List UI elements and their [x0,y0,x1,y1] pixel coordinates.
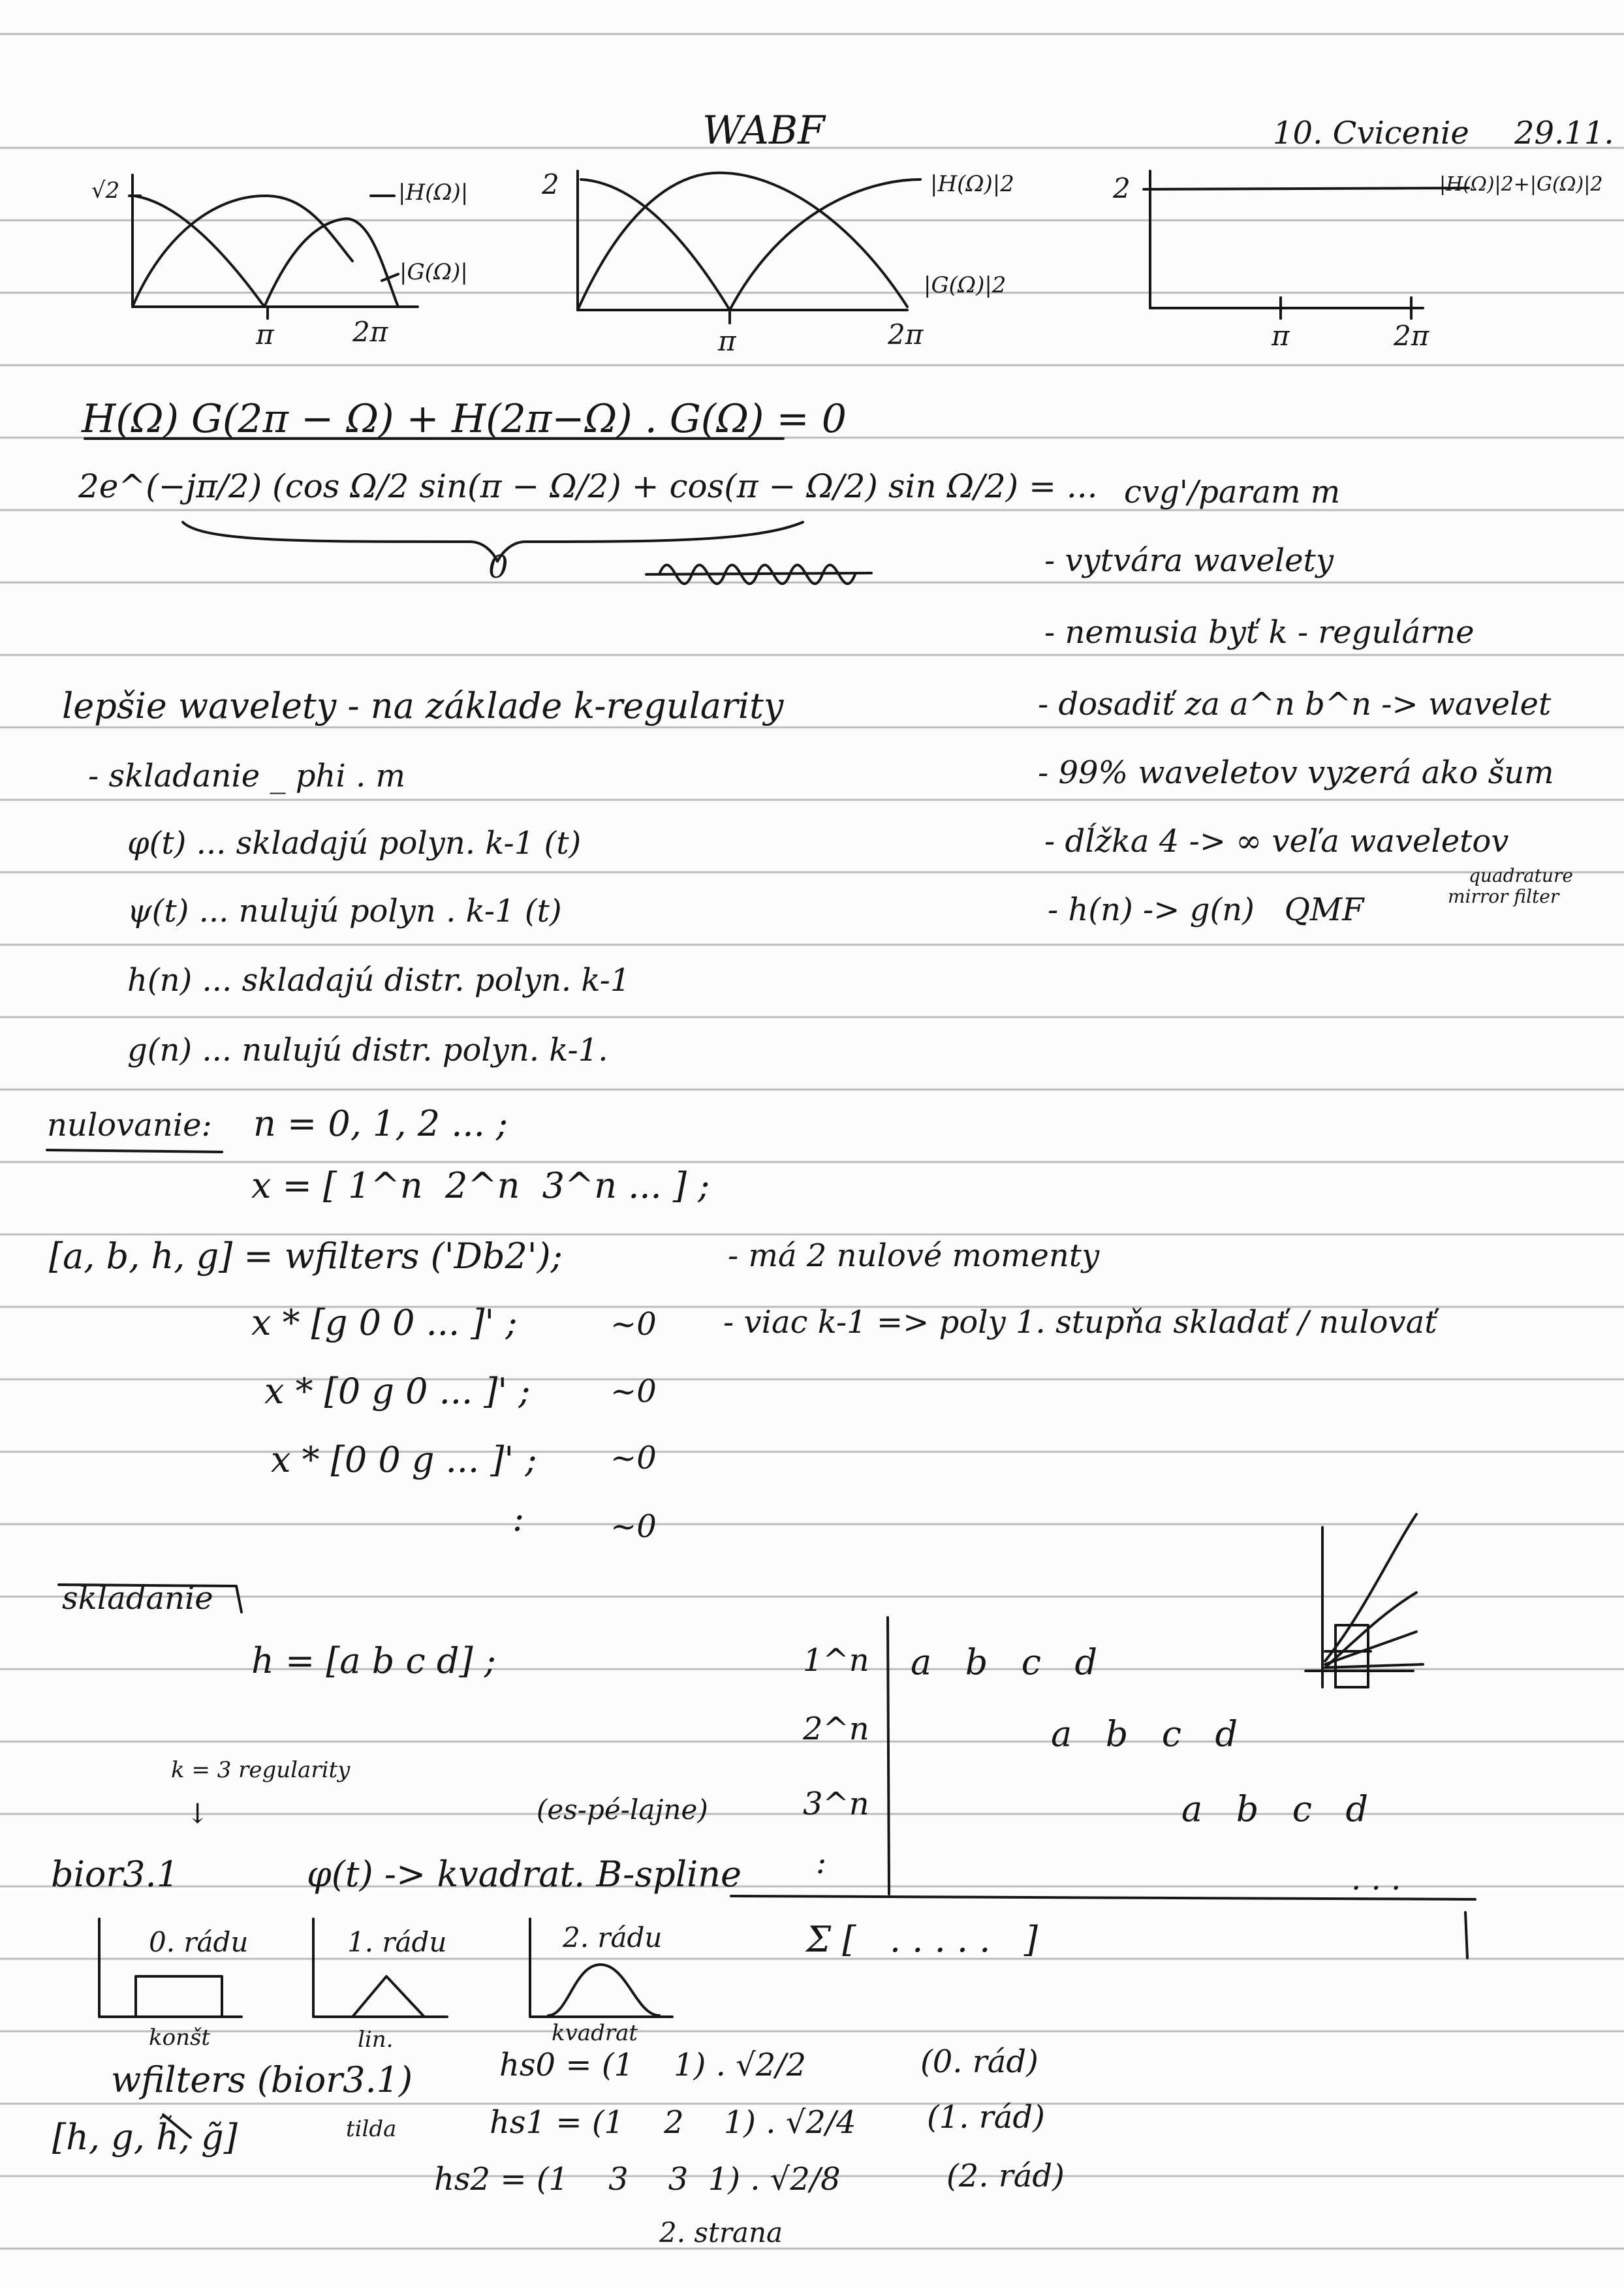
tilda-note: tilda [346,2116,397,2142]
right-note-item: - vytvára wavelety [1044,542,1334,579]
lepsie-heading: lepšie wavelety - na základe k-regularity [62,685,784,726]
order-label: 0. rádu [149,1926,249,1958]
crossout-line [646,573,871,574]
brace-result: 0 [488,549,508,585]
right-note-item: - dosadiť za a^n b^n -> wavelet [1038,686,1552,723]
conv-row: x * [0 0 g ... ]' ; [271,1439,537,1480]
order-0-label: (0. rád) [920,2044,1038,2080]
right-note-item: - nemusia byť k - regulárne [1044,614,1475,651]
lepsie-line: g(n) ... nulujú distr. polyn. k-1. [127,1032,608,1068]
page-footer: 2. strana [659,2217,783,2248]
table-entries: a b c d [1051,1713,1238,1754]
graph2-h-label: |H(Ω)|2 [930,171,1014,197]
conv-row-ellipsis: : [512,1498,525,1539]
right-notes-title: cvg'/param m [1124,474,1341,510]
db2-note-poly: - viac k-1 => poly 1. stupňa skladať / nulovať [723,1304,1437,1341]
graph3-x-pi: π [1272,320,1290,352]
order-2-label: (2. rád) [946,2158,1065,2194]
qmf-gloss-line-2: mirror filter [1448,886,1559,907]
pronunciation-note: (es-pé-lajne) [537,1794,708,1826]
order-label: 2. rádu [563,1921,663,1953]
k-arrow: ↓ [186,1797,210,1829]
hs2-coeffs: hs2 = (1 3 3 1) . √2/8 [434,2161,841,2198]
table-entries: a b c d [1181,1788,1369,1829]
bior-label: bior3.1 [51,1854,180,1895]
monomial-plot-sketch [1305,1514,1423,1687]
qmf-gloss-line-1: quadrature [1469,865,1573,886]
graph1-ymark: √2 [91,178,120,204]
db2-note-moments: - má 2 nulové momenty [728,1237,1100,1274]
approx-zero: ~0 [610,1306,657,1343]
graph-3 [1144,171,1469,319]
graph2-x-pi: π [718,325,736,357]
order-1-label: (1. rád) [927,2099,1045,2136]
conv-row: x * [0 g 0 ... ]' ; [264,1371,531,1412]
graph2-g-label: |G(Ω)|2 [924,272,1007,298]
page-title: WABF [702,108,825,153]
graph1-x-2pi: 2π [352,316,388,348]
g2-curve-2 [730,179,920,310]
graph3-sum-label: |H(Ω)|2+|G(Ω)|2 [1439,173,1603,196]
graph3-ymark: 2 [1113,172,1131,204]
h-vector: h = [a b c d] ; [251,1640,496,1681]
order-name: kvadrat [552,2020,638,2046]
order-name: lin. [358,2027,394,2053]
graph1-x-pi: π [256,319,274,350]
table-sum: Σ [ . . . . . ] [806,1919,1038,1960]
hs1-coeffs: hs1 = (1 2 1) . √2/4 [490,2104,856,2141]
conv-row: x * [g 0 0 ... ]' ; [251,1302,518,1343]
lepsie-line: - skladanie _ phi . m [88,758,405,794]
exercise-number: 10. Cvicenie [1273,115,1469,151]
approx-zero: ~0 [610,1440,657,1476]
table-entries: . . . [1351,1861,1401,1897]
graph1-g-label: |G(Ω)| [399,259,468,285]
table-row-label: 3^n [803,1786,869,1822]
phi-bspline: φ(t) -> kvadrat. B-spline [307,1854,742,1895]
graph-1 [129,175,418,319]
graph2-ymark: 2 [542,168,559,200]
page-date: 29.11. [1514,115,1614,151]
hs0-coeffs: hs0 = (1 1) . √2/2 [499,2047,806,2083]
right-note-item: - dĺžka 4 -> ∞ veľa waveletov [1044,823,1509,860]
lepsie-line: φ(t) ... skladajú polyn. k-1 (t) [127,825,582,862]
table-row-label: 1^n [803,1642,869,1679]
nulovanie-label: nulovanie: [47,1107,212,1144]
k-regularity-note: k = 3 regularity [171,1757,351,1783]
graph-2 [578,171,920,323]
x-vector: x = [ 1^n 2^n 3^n ... ] ; [251,1165,710,1206]
right-note-item: - 99% waveletov vyzerá ako šum [1038,755,1554,791]
sum-bracket [1465,1912,1467,1958]
lepsie-line: h(n) ... skladajú distr. polyn. k-1 [127,962,631,999]
table-row-label: : [816,1844,827,1881]
approx-zero: ~0 [610,1373,657,1410]
orthogonality-equation: H(Ω) G(2π − Ω) + H(2π−Ω) . G(Ω) = 0 [82,396,847,442]
g-curve-2 [264,219,398,307]
h-curve [133,196,352,307]
n-range: n = 0, 1, 2 ... ; [253,1103,508,1144]
lepsie-line: ψ(t) ... nulujú polyn . k-1 (t) [127,893,562,929]
order-name: konšt [149,2025,211,2051]
graph2-x-2pi: 2π [888,319,924,350]
filter-tuple: [h, g, h̃, g̃] [52,2117,238,2158]
expanded-equation: 2e^(−jπ/2) (cos Ω/2 sin(π − Ω/2) + cos(π − Ω/2) sin Ω/2) = ... [78,467,1098,505]
order-label: 1. rádu [347,1926,447,1958]
sum-flat-line [1144,188,1469,189]
skladanie-label: skladanie [62,1580,213,1617]
g-curve-1 [134,196,264,307]
graph3-x-2pi: 2π [1394,320,1429,352]
table-entries: a b c d [911,1641,1098,1683]
right-note-item: - h(n) -> g(n) QMF [1048,892,1364,928]
nulovanie-underline [47,1150,222,1152]
wfilters-db2: [a, b, h, g] = wfilters ('Db2'); [49,1236,563,1277]
graph1-h-label: |H(Ω)| [398,179,469,206]
table-vertical-line [888,1617,889,1894]
table-row-label: 2^n [803,1711,869,1747]
approx-zero: ~0 [610,1508,657,1545]
wfilters-bior: wfilters (bior3.1) [111,2059,413,2100]
